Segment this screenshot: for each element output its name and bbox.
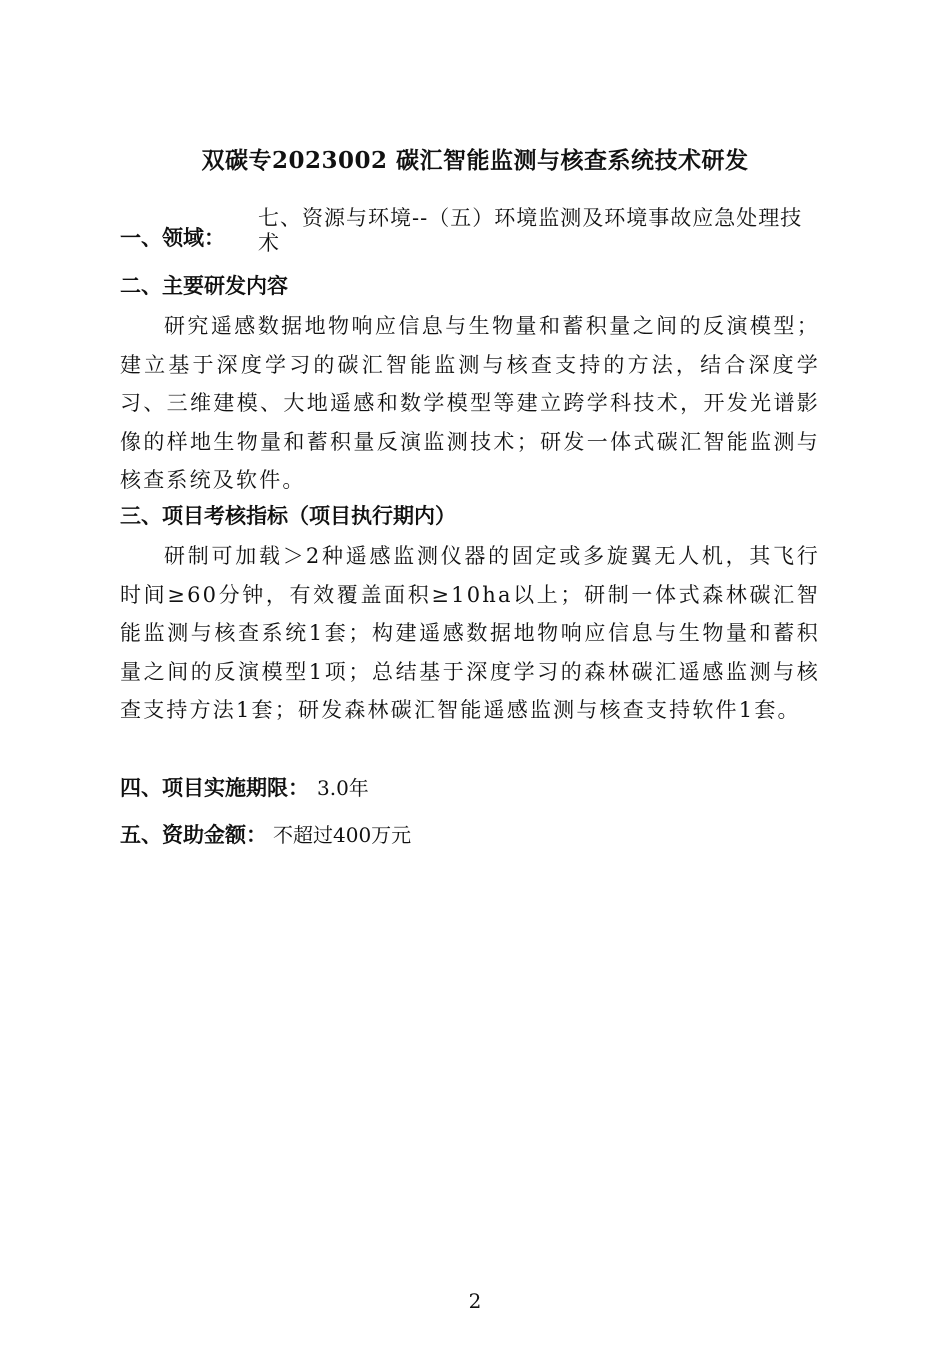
period-label: 四、项目实施期限： — [120, 775, 309, 800]
funding-row — [120, 820, 411, 850]
indicators-paragraph: 研制可加载＞2种遥感监测仪器的固定或多旋翼无人机，其飞行时间≥60分钟，有效覆盖面积≥10ha以上；研制一体式森林碳汇智能监测与核查系统1套；构建遥感数据地物响应信息与生物量和蓄积量之间的反演模型1项；总结基于深度学习的森林碳汇遥感监测与核查支持方法1套；研发森林碳汇智能遥感监测与核查支持软件1套。 — [120, 544, 820, 722]
indicators-heading: 三、项目考核指标（项目执行期内） — [120, 503, 456, 528]
content-paragraph: 研究遥感数据地物响应信息与生物量和蓄积量之间的反演模型；建立基于深度学习的碳汇智能监测与核查支持的方法，结合深度学习、三维建模、大地遥感和数学模型等建立跨学科技术，开发光谱影像的样地生物量和蓄积量反演监测技术；研发一体式碳汇智能监测与核查系统及软件。 — [120, 314, 820, 492]
period-row — [120, 773, 369, 803]
field-label: 一、领域： — [120, 225, 225, 250]
field-value: 七、资源与环境--（五）环境监测及环境事故应急处理技术 — [258, 206, 803, 255]
page-number: 2 — [468, 1289, 482, 1313]
period-value: 3.0年 — [317, 776, 369, 800]
document-title: 双碳专2023002 碳汇智能监测与核查系统技术研发 — [201, 147, 749, 174]
funding-value: 不超过400万元 — [273, 823, 412, 847]
content-heading: 二、主要研发内容 — [120, 273, 288, 298]
funding-label: 五、资助金额： — [120, 822, 267, 847]
